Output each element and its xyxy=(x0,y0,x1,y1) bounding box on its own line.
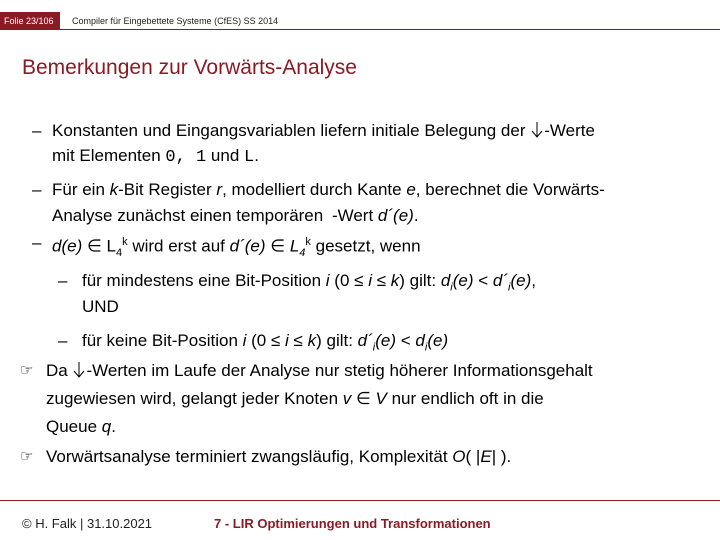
sub-bullet-2-line-1 xyxy=(82,328,448,360)
pointing-hand-icon: ☞ xyxy=(20,362,34,379)
text-span: O xyxy=(452,447,466,466)
text-span: ∈ xyxy=(265,236,290,256)
text-span: d´(e) xyxy=(229,236,266,256)
text-span: i xyxy=(450,281,453,294)
text-span: | ). xyxy=(491,447,512,466)
text-span: L xyxy=(289,236,300,256)
text-span: ( | xyxy=(465,447,481,466)
text-span: i xyxy=(285,331,289,350)
text-span: . xyxy=(254,146,259,165)
bullet-marker: – xyxy=(32,121,42,140)
sub-bullet-1-line-2: UND xyxy=(82,297,119,316)
conclusion-1-line-2 xyxy=(46,386,544,411)
text-span: -Bit Register xyxy=(118,180,217,199)
sub-bullet-marker: – xyxy=(58,331,68,350)
text-span: und xyxy=(206,146,245,165)
slide-title: Bemerkungen zur Vorwärts-Analyse xyxy=(22,56,357,79)
text-span: Vorwärtsanalyse terminiert zwangsläufig, Komplexität xyxy=(46,447,453,466)
text-span: L xyxy=(244,148,255,167)
footer-divider xyxy=(0,500,720,501)
text-span: (e) xyxy=(375,331,397,350)
text-span: (0 ≤ xyxy=(329,271,369,290)
text-span: wird erst auf xyxy=(127,236,230,256)
header-bar xyxy=(0,12,720,30)
conclusion-1-line-3 xyxy=(46,414,116,439)
text-span: E xyxy=(480,447,492,466)
text-span: ) gilt: xyxy=(316,331,358,350)
text-span: i xyxy=(325,271,330,290)
text-span: (e) xyxy=(427,331,449,350)
header-divider xyxy=(0,29,720,30)
text-span: k xyxy=(109,180,119,199)
bullet-1-line-2 xyxy=(52,143,259,170)
sub-bullet-marker: – xyxy=(58,271,68,290)
text-span: 4 xyxy=(115,247,123,260)
bullet-1-line-1 xyxy=(52,118,595,143)
text-span: ≤ xyxy=(371,271,391,290)
text-span: , modelliert durch Kante xyxy=(222,180,407,199)
text-span: d xyxy=(440,271,451,290)
text-span: 0, 1 xyxy=(165,148,207,167)
text-span: k xyxy=(305,236,311,248)
text-span: Analyse zunächst einen temporären xyxy=(52,206,328,225)
course-title: Compiler für Eingebettete Systeme (CfES) SS 2014 xyxy=(72,16,279,26)
text-span: Da xyxy=(46,361,73,380)
sub-bullet-1-line-1 xyxy=(82,268,536,300)
text-span: i xyxy=(424,341,428,354)
slide-number: Folie 23/106 xyxy=(0,12,60,30)
text-span: L xyxy=(106,236,116,256)
text-span: ) gilt: xyxy=(399,271,441,290)
text-span: . xyxy=(111,417,116,436)
text-span: v xyxy=(342,389,352,408)
text-span: -Wert xyxy=(331,206,378,225)
text-span: , berechnet die Vorwärts- xyxy=(415,180,605,199)
bullet-2-line-1 xyxy=(52,177,605,202)
down-arrow-icon xyxy=(72,361,86,379)
text-span: d´(e) xyxy=(377,206,414,225)
text-span: e xyxy=(406,180,416,199)
text-span: ∈ xyxy=(82,236,107,256)
conclusion-1-line-1 xyxy=(46,358,593,383)
text-span: nur endlich oft in die xyxy=(386,389,544,408)
text-span: d´ xyxy=(492,271,509,290)
text-span: (0 ≤ xyxy=(246,331,286,350)
text-span: -Werten im Laufe der Analyse nur stetig höherer Informationsgehalt xyxy=(86,361,593,380)
text-span: < xyxy=(396,331,416,350)
text-span: Konstanten und Eingangsvariablen liefern initiale Belegung der xyxy=(52,121,531,140)
text-span: (e) xyxy=(510,271,532,290)
text-span: k xyxy=(307,331,317,350)
text-span: mit Elementen xyxy=(52,146,166,165)
text-span: d(e) xyxy=(52,236,83,256)
down-arrow-icon xyxy=(530,121,544,139)
footer-author: © H. Falk | 31.10.2021 xyxy=(22,516,153,531)
bullet-3-line-1 xyxy=(52,230,421,266)
bullet-marker: – xyxy=(32,180,42,199)
text-span: i xyxy=(242,331,247,350)
text-span: (e) xyxy=(452,271,474,290)
pointing-hand-icon: ☞ xyxy=(20,448,34,465)
text-span: zugewiesen wird, gelangt jeder Knoten xyxy=(46,389,343,408)
text-span: -Werte xyxy=(544,121,595,140)
footer-chapter: 7 - LIR Optimierungen und Transformationen xyxy=(214,516,491,531)
bullet-2-line-2 xyxy=(52,203,419,228)
conclusion-2-line-1 xyxy=(46,444,511,469)
text-span: gesetzt, wenn xyxy=(310,236,421,256)
text-span: q xyxy=(101,417,112,436)
text-span: , xyxy=(531,271,536,290)
text-span: d xyxy=(415,331,425,350)
text-span: . xyxy=(413,206,419,225)
text-span: ≤ xyxy=(288,331,308,350)
text-span: d´ xyxy=(357,331,373,350)
text-span: k xyxy=(390,271,400,290)
text-span: Queue xyxy=(46,417,102,436)
text-span: Für ein xyxy=(52,180,110,199)
text-span: k xyxy=(122,236,128,248)
text-span: V xyxy=(375,389,387,408)
text-span: 4 xyxy=(299,247,306,260)
text-span: für mindestens eine Bit-Position xyxy=(82,271,326,290)
text-span: r xyxy=(216,180,223,199)
text-span: i xyxy=(372,341,376,354)
text-span: < xyxy=(473,271,493,290)
bullet-marker: – xyxy=(32,233,42,252)
text-span: i xyxy=(508,281,511,294)
text-span: ∈ xyxy=(351,389,376,408)
text-span: für keine Bit-Position xyxy=(82,331,243,350)
text-span: i xyxy=(368,271,372,290)
